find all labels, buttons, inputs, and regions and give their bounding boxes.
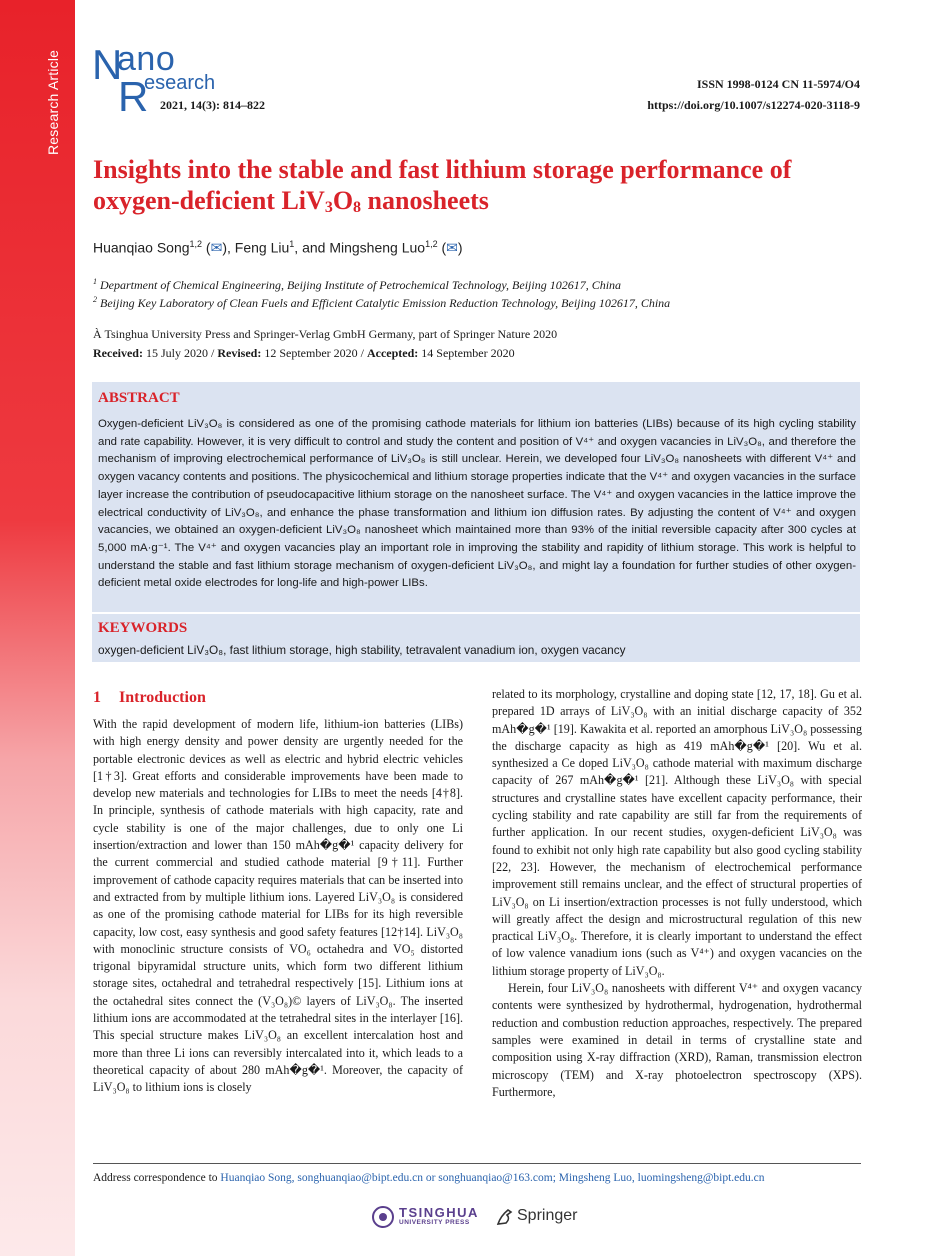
logo-esearch: esearch <box>144 72 216 94</box>
mail-icon[interactable]: ✉ <box>446 239 458 256</box>
keywords-text: oxygen-deficient LiV₃O₈, fast lithium storage, high stability, tetravalent vanadium ion, oxygen vacancy <box>98 643 626 657</box>
paragraph: With the rapid development of modern life, lithium-ion batteries (LIBs) with high energy density and power density are urgently needed for the portable electronic devices as well as electric and hybrid electric vehicles [1†3]. Great efforts and considerable improvements have been made to develop new materials and technologies for LIBs to meet the needs [4†8]. In principle, synthesis of cathode materials with high capacity, rate and cycle stability is one of the major challenges, due to only one Li insertion/extraction and lower than 150 mAh�g�¹ capacity delivery for the current commercial and studied cathode material [9†11]. Further improvement of cathode capacity requires materials that can be inserted into and extracted from by multiple lithium ions. Layered LiV₃O₈ is considered as one of the promising cathode material for LIBs for its high reversible capacity, low cost, easy synthesis and good safety features [12†14]. LiV₃O₈ with monoclinic structure consists of VO₆ octahedra and VO₅ distorted trigonal bipyramidal structure units, which form two different lithium storage sites, octahedral and tetrahedral respectively [15]. Lithium ions at the octahedral sites connect the (V₃O₈)© layers of LiV₃O₈. The inserted lithium ions are accommodated at the tetrahedral sites in the interlayer [16]. This special structure makes LiV₃O₈ an excellent intercalation host and more than three Li ions can reversibly intercalated into it, which leads to a theoretical capacity of about 280 mAh�g�¹. Moreover, the capacity of LiV₃O₈ to lithium ions is closely <box>93 717 463 1095</box>
tsinghua-name: TSINGHUA <box>399 1205 479 1220</box>
abstract-heading: ABSTRACT <box>98 390 180 406</box>
article-title: Insights into the stable and fast lithium storage performance of oxygen-deficient $LiV_3O_8$ nanosheets <box>93 155 792 216</box>
section-heading-introduction: 1 Introduction <box>93 689 206 706</box>
paragraph: Herein, four LiV₃O₈ nanosheets with different V⁴⁺ and oxygen vacancy contents were synthesized by hydrothermal, hydrogenation, hydrothermal reduction and combustion reduction approaches, respectively. The prepared samples were examined in detail in terms of crystalline state and composition using X-ray diffraction (XRD), Raman, transmission electron microscopy (TEM) and X-ray photoelectron spectroscopy (XPS). Furthermore, <box>492 981 862 1099</box>
logo-ano: ano <box>117 40 176 78</box>
footer-divider <box>93 1163 861 1164</box>
affiliation-2: $^2$ Beijing Key Laboratory of Clean Fuels and Efficient Catalytic Emission Reduction Technology, Beijing 102617, China <box>93 295 671 310</box>
abstract-text: Oxygen-deficient LiV₃O₈ is considered as one of the promising cathode materials for lithium ion batteries (LIBs) because of its high cycling stability and rate capability. However, it is very difficult to control and study the content and position of V⁴⁺ and oxygen vacancies in LiV₃O₈, and therefore the mechanism of improving electrochemical performance of LiV₃O₈ is still unclear. Herein, we developed four LiV₃O₈ nanosheets with different V⁴⁺ and oxygen vacancy contents and positions. The physicochemical and lithium storage properties indicate that the V⁴⁺ and oxygen vacancies in the surface layer increase the contribution of pseudocapacitive lithium storage on the nanosheet surface. The V⁴⁺ and oxygen vacancies in the lattice improve the electrical conductivity of LiV₃O₈, and enhance the phase transformation and lithium ion diffusion rates. By adjusting the content of V⁴⁺ and oxygen vacancies, we obtained an oxygen-deficient LiV₃O₈ nanosheet which maintained more than 93% of the initial reversible capacity after 300 cycles at 5,000 mA·g⁻¹. The V⁴⁺ and oxygen vacancies play an important role in improving the stability and rapidity of lithium storage. This work is helpful to understand the stable and fast lithium storage mechanism of oxygen-deficient LiV₃O₈, and might lay a foundation for further studies of other oxygen-deficient metal oxide electrodes for long-life and high-power LIBs. <box>98 418 856 590</box>
abstract-panel <box>92 382 860 662</box>
author-luo: Mingsheng Luo <box>329 239 426 256</box>
article-type-label: Research Article <box>45 49 61 155</box>
correspondence-contacts[interactable]: Huanqiao Song, songhuanqiao@bipt.edu.cn or songhuanqiao@163.com; Mingsheng Luo, luomingsheng@bipt.edu.cn <box>220 1172 765 1184</box>
affiliation-1: $^1$ Department of Chemical Engineering, Beijing Institute of Petrochemical Technology, Beijing 102617, China <box>93 277 622 292</box>
logo-letter-n: N <box>92 41 123 88</box>
author-song: Huanqiao Song <box>93 239 190 256</box>
mail-icon[interactable]: ✉ <box>210 239 223 256</box>
keywords-divider <box>92 612 860 614</box>
article-doi[interactable]: https://doi.org/10.1007/s12274-020-3118-9 <box>647 98 860 112</box>
article-dates: Received: 15 July 2020 / Revised: 12 September 2020 / Accepted: 14 September 2020 <box>93 346 515 360</box>
tsinghua-subtitle: UNIVERSITY PRESS <box>399 1219 470 1226</box>
springer-horse-icon <box>494 1206 516 1228</box>
author-list: Huanqiao Song$^{1,2}$ (✉), Feng Liu$^1$, and Mingsheng Luo$^{1,2}$ (✉) <box>93 239 463 256</box>
correspondence-address: Address correspondence to Huanqiao Song, songhuanqiao@bipt.edu.cn or songhuanqiao@163.com; Mingsheng Luo, luomingsheng@bipt.edu.cn <box>93 1172 765 1184</box>
author-liu: Feng Liu <box>234 239 290 256</box>
paragraph: related to its morphology, crystalline and doping state [12, 17, 18]. Gu et al. prepared 1D arrays of LiV₃O₈ with an initial discharge capacity of 352 mAh�g�¹ [19]. Kawakita et al. reported an amorphous LiV₃O₈ possessing the discharge capacity as high as 419 mAh�g�¹ [20]. Wu et al. synthesized a Ce doped LiV₃O₈ cathode material with maximum discharge capacity of 267 mAh�g�¹ [21]. Although these LiV₃O₈ with special structures and crystalline states have excellent capacity performance, their cycling stability and rate capability are still far from the requirements of further application. In our recent studies, oxygen-deficient LiV₃O₈ was found to exhibit not only high rate capability but also good cycling stability [22, 23]. However, the mechanism of electrochemical performance improvement still remains unclear, and the effect of structural properties of LiV₃O₈ on Li insertion/extraction processes is not fully understood, which will greatly affect the design and microstructural regulation of this new practical LiV₃O₈. Therefore, it is clearly important to understand the effect of low valence vanadium ions (such as V⁴⁺) and oxygen vacancies on the lithium storage property of LiV₃O₈. <box>492 687 862 978</box>
logo-letter-r: R <box>118 73 149 120</box>
springer-name: Springer <box>517 1207 578 1224</box>
sidebar-stripe <box>0 0 75 1256</box>
body-column-left <box>93 716 463 1097</box>
copyright-note: À Tsinghua University Press and Springer-Verlag GmbH Germany, part of Springer Nature 2020 <box>93 327 558 341</box>
journal-citation: 2021, 14(3): 814–822 <box>160 98 265 112</box>
journal-issn: ISSN 1998-0124 CN 11-5974/O4 <box>696 77 860 91</box>
tsinghua-seal-icon <box>372 1206 394 1228</box>
keywords-heading: KEYWORDS <box>98 620 188 636</box>
publisher-logos <box>372 1204 592 1234</box>
body-column-right <box>492 686 862 1101</box>
